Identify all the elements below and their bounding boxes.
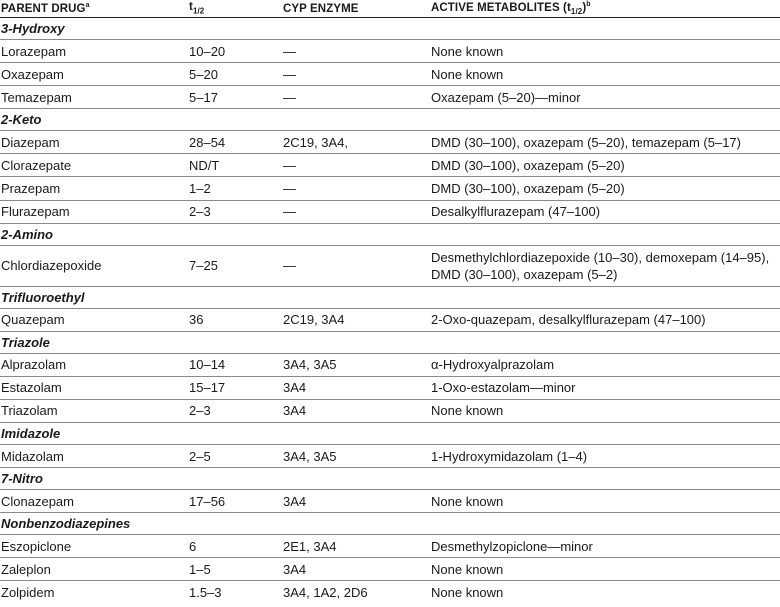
half-life-cell: 5–17 <box>188 86 282 109</box>
table-row <box>0 63 780 86</box>
half-life-cell: 10–20 <box>188 40 282 63</box>
drug-cell: Quazepam <box>0 308 188 331</box>
group-heading-row <box>0 513 780 535</box>
drug-cell: Clonazepam <box>0 490 188 513</box>
table-body <box>0 18 780 604</box>
cyp-cell: — <box>282 63 430 86</box>
metabolites-text: Desmethylchlordiazepoxide (10–30), demoxepam (14–95), DMD (30–100), oxazepam (5–2) <box>431 249 770 282</box>
metabolites-cell: None known <box>430 40 780 63</box>
metabolites-cell: None known <box>430 558 780 581</box>
table-row <box>0 86 780 109</box>
half-life-cell: 7–25 <box>188 245 282 286</box>
group-heading-row <box>0 423 780 445</box>
table-row <box>0 131 780 154</box>
metabolites-cell: Desalkylflurazepam (47–100) <box>430 200 780 223</box>
drug-cell: Midazolam <box>0 445 188 468</box>
group-heading: 2-Amino <box>0 223 780 245</box>
table-row <box>0 154 780 177</box>
table-row <box>0 376 780 399</box>
group-heading-row <box>0 18 780 40</box>
group-heading-row <box>0 468 780 490</box>
cyp-cell: — <box>282 200 430 223</box>
half-life-cell: ND/T <box>188 154 282 177</box>
header-row <box>0 0 780 18</box>
cyp-cell: — <box>282 245 430 286</box>
table-row <box>0 245 780 286</box>
table-row <box>0 353 780 376</box>
metabolites-cell: None known <box>430 399 780 422</box>
drug-cell: Zolpidem <box>1 584 55 600</box>
cyp-cell: 3A4 <box>282 399 430 422</box>
half-life-cell: 2–3 <box>188 399 282 422</box>
cyp-cell: — <box>282 40 430 63</box>
cyp-cell: — <box>282 86 430 109</box>
half-life-cell: 1–5 <box>188 558 282 581</box>
half-life-cell: 5–20 <box>188 63 282 86</box>
cyp-cell: 3A4, 3A5 <box>282 353 430 376</box>
drug-cell: Diazepam <box>0 131 188 154</box>
group-heading: 7-Nitro <box>0 468 780 490</box>
drug-cell: Chlordiazepoxide <box>0 245 188 286</box>
metabolites-cell: DMD (30–100), oxazepam (5–20) <box>430 154 780 177</box>
drug-cell: Lorazepam <box>0 40 188 63</box>
drug-cell: Flurazepam <box>0 200 188 223</box>
drug-cell: Clorazepate <box>0 154 188 177</box>
half-life-cell: 1.5–3 <box>189 584 222 600</box>
half-life-cell: 2–3 <box>188 200 282 223</box>
group-heading: Nonbenzodiazepines <box>0 513 780 535</box>
cyp-cell: 3A4 <box>282 558 430 581</box>
group-heading-row <box>0 286 780 308</box>
group-heading: 2-Keto <box>0 109 780 131</box>
cyp-cell: 3A4 <box>282 490 430 513</box>
half-life-cell: 17–56 <box>188 490 282 513</box>
metabolites-cell <box>430 245 780 286</box>
drug-cell: Estazolam <box>0 376 188 399</box>
table-row <box>0 581 780 604</box>
header-parent-drug: PARENT DRUG$^a$ <box>0 0 188 18</box>
drug-cell: Triazolam <box>0 399 188 422</box>
metabolites-cell: None known <box>430 490 780 513</box>
group-heading: Trifluoroethyl <box>0 286 780 308</box>
table-row <box>0 308 780 331</box>
header-cyp-enzyme: CYP ENZYME <box>282 0 430 18</box>
group-heading-row <box>0 109 780 131</box>
table-row <box>0 490 780 513</box>
table-row <box>0 399 780 422</box>
drug-cell: Temazepam <box>0 86 188 109</box>
metabolites-cell: DMD (30–100), oxazepam (5–20) <box>430 177 780 200</box>
half-life-cell: 6 <box>188 535 282 558</box>
group-heading-row <box>0 331 780 353</box>
metabolites-cell: Desmethylzopiclone—minor <box>430 535 780 558</box>
cyp-cell: 3A4, 1A2, 2D6 <box>283 584 368 600</box>
drug-cell: Alprazolam <box>0 353 188 376</box>
metabolites-cell: None known <box>430 63 780 86</box>
group-heading: 3-Hydroxy <box>0 18 780 40</box>
drug-cell: Oxazepam <box>0 63 188 86</box>
cyp-cell: 2C19, 3A4 <box>282 308 430 331</box>
half-life-cell: 15–17 <box>188 376 282 399</box>
cyp-cell: 3A4, 3A5 <box>282 445 430 468</box>
metabolites-cell: None known <box>431 584 504 600</box>
table-row <box>0 535 780 558</box>
cyp-cell: 3A4 <box>282 376 430 399</box>
table-header <box>0 0 780 18</box>
half-life-cell: 1–2 <box>188 177 282 200</box>
header-active-metabolites: ACTIVE METABOLITES $(t_{1/2})^b$ <box>430 0 780 18</box>
table-row <box>0 200 780 223</box>
table-row <box>0 40 780 63</box>
half-life-cell: 10–14 <box>188 353 282 376</box>
cyp-cell: 2E1, 3A4 <box>282 535 430 558</box>
cyp-cell: — <box>282 177 430 200</box>
metabolites-cell: DMD (30–100), oxazepam (5–20), temazepam (5–17) <box>430 131 780 154</box>
cyp-cell: — <box>282 154 430 177</box>
group-heading: Triazole <box>0 331 780 353</box>
drug-cell: Eszopiclone <box>0 535 188 558</box>
cyp-cell: 2C19, 3A4, <box>282 131 430 154</box>
half-life-cell: 36 <box>188 308 282 331</box>
metabolites-cell: 1-Hydroxymidazolam (1–4) <box>430 445 780 468</box>
metabolites-cell: 2-Oxo-quazepam, desalkylflurazepam (47–100) <box>430 308 780 331</box>
metabolites-cell: Oxazepam (5–20)—minor <box>430 86 780 109</box>
drug-cell: Zaleplon <box>0 558 188 581</box>
table-row <box>0 445 780 468</box>
metabolites-cell: 1-Oxo-estazolam—minor <box>430 376 780 399</box>
half-life-cell: 2–5 <box>188 445 282 468</box>
group-heading-row <box>0 223 780 245</box>
metabolites-cell: α-Hydroxyalprazolam <box>430 353 780 376</box>
group-heading: Imidazole <box>0 423 780 445</box>
table-row <box>0 177 780 200</box>
table-row <box>0 558 780 581</box>
half-life-cell: 28–54 <box>188 131 282 154</box>
drug-cell: Prazepam <box>0 177 188 200</box>
header-half-life: $t_{1/2}$ <box>188 0 282 18</box>
